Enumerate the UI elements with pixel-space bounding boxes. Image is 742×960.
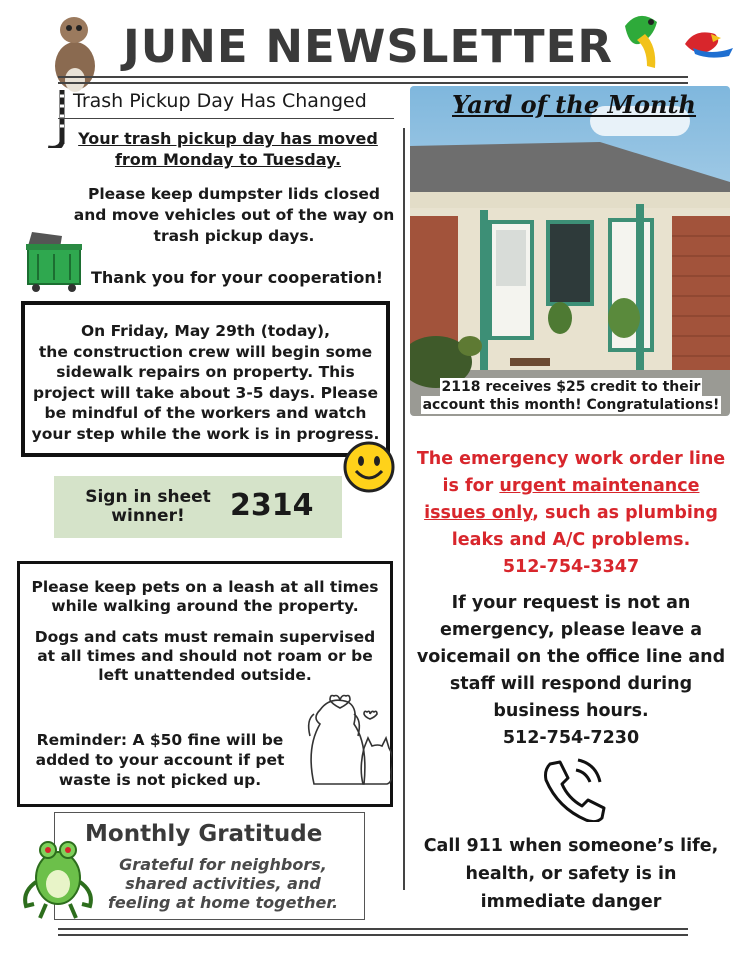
construction-line: the construction crew will begin some: [38, 342, 373, 361]
pets-fine-line: added to your account if pet: [35, 751, 285, 769]
emergency-text-part: , such as plumbing: [532, 503, 718, 523]
nonemergency-line: voicemail on the office line and: [416, 647, 726, 667]
nonemergency-line: If your request is not an: [451, 593, 691, 613]
trash-moved-text: [60, 128, 396, 170]
gratitude-heading: Monthly Gratitude: [85, 821, 323, 847]
dumpster-icon: [24, 228, 84, 294]
gratitude-box: [54, 812, 365, 920]
gratitude-line: Grateful for neighbors,: [119, 855, 327, 874]
emergency-line: The emergency work order line: [416, 449, 726, 469]
signin-number: 2314: [230, 488, 314, 523]
nonemergency-line: staff will respond during: [449, 674, 693, 694]
pets-supervised-line: Dogs and cats must remain supervised: [34, 628, 376, 646]
pets-box: [17, 561, 393, 807]
pets-leash-text: [20, 564, 390, 616]
call911-line: health, or safety is in: [465, 864, 677, 884]
phone-icon: [536, 756, 606, 822]
pets-leash-line: Please keep pets on a leash at all times: [31, 578, 379, 596]
pets-supervised-line: left unattended outside.: [98, 666, 312, 684]
signin-label-line: winner!: [111, 506, 185, 526]
signin-box: [54, 476, 342, 538]
parrots-icon: [615, 4, 737, 74]
trash-lids-text: [66, 184, 402, 247]
emergency-phone: 512-754-3347: [502, 557, 640, 577]
pets-leash-line: while walking around the property.: [51, 597, 359, 615]
nonemergency-text: [408, 590, 734, 752]
yard-caption: [416, 378, 726, 414]
nonemergency-phone: 512-754-7230: [502, 728, 640, 748]
bottom-rule-2: [58, 934, 688, 936]
signin-label: [68, 488, 228, 526]
pets-fine-line: Reminder: A $50 fine will be: [36, 731, 284, 749]
trash-heading-rule: [58, 118, 394, 119]
gratitude-text: [85, 855, 361, 912]
pets-supervised-line: at all times and should not roam or be: [37, 647, 373, 665]
trash-heading: Trash Pickup Day Has Changed: [73, 90, 367, 112]
emergency-text-part: is for: [442, 476, 500, 496]
call911-line: immediate danger: [480, 892, 662, 912]
emergency-text: [408, 446, 734, 581]
nonemergency-line: business hours.: [493, 701, 649, 721]
top-rule: [58, 76, 688, 78]
gratitude-line: feeling at home together.: [107, 893, 339, 912]
yard-heading: Yard of the Month: [452, 90, 697, 119]
lemur-icon: [40, 8, 110, 148]
yard-caption-line: 2118 receives $25 credit to their: [441, 379, 701, 395]
pets-fine-text: [26, 730, 294, 790]
construction-line: On Friday, May 29th (today),: [80, 322, 331, 340]
construction-text: [25, 305, 386, 444]
page-title: JUNE NEWSLETTER: [122, 20, 614, 73]
trash-lids-line: trash pickup days.: [153, 227, 315, 245]
emergency-issues-only-text: issues only: [424, 503, 533, 523]
construction-line: be mindful of the workers and watch: [44, 404, 367, 422]
construction-box: [21, 301, 390, 457]
trash-thanks: Thank you for your cooperation!: [91, 268, 384, 287]
emergency-line: leaks and A/C problems.: [451, 530, 691, 550]
construction-line: your step while the work is in progress.: [31, 424, 380, 443]
emergency-line: [408, 500, 734, 527]
emergency-line: [408, 473, 734, 500]
pets-fine-line: waste is not picked up.: [58, 771, 262, 789]
yard-caption-line: account this month! Congratulations!: [422, 397, 720, 413]
trash-moved-line: from Monday to Tuesday.: [114, 150, 342, 169]
emergency-urgent-text: urgent maintenance: [499, 476, 700, 496]
gratitude-line: shared activities, and: [125, 874, 321, 893]
nonemergency-line: emergency, please leave a: [439, 620, 703, 640]
signin-label-line: Sign in sheet: [85, 487, 211, 507]
dog-and-cat-icon: [300, 690, 392, 802]
smiley-icon: [342, 440, 396, 494]
trash-lids-line: and move vehicles out of the way on: [73, 206, 395, 224]
bottom-rule: [58, 928, 688, 930]
column-divider: [403, 128, 405, 890]
trash-lids-line: Please keep dumpster lids closed: [87, 185, 381, 203]
call911-line: Call 911 when someone’s life,: [423, 836, 719, 856]
house-illustration: [410, 86, 730, 416]
construction-line: sidewalk repairs on property. This: [56, 363, 355, 381]
trash-moved-line: Your trash pickup day has moved: [78, 129, 378, 148]
frog-icon: [18, 822, 94, 922]
construction-line: project will take about 3-5 days. Please: [32, 383, 379, 402]
call911-text: [408, 832, 734, 916]
pets-supervised-text: [20, 616, 390, 685]
yard-photo: [410, 86, 730, 416]
top-rule-2: [58, 82, 688, 84]
